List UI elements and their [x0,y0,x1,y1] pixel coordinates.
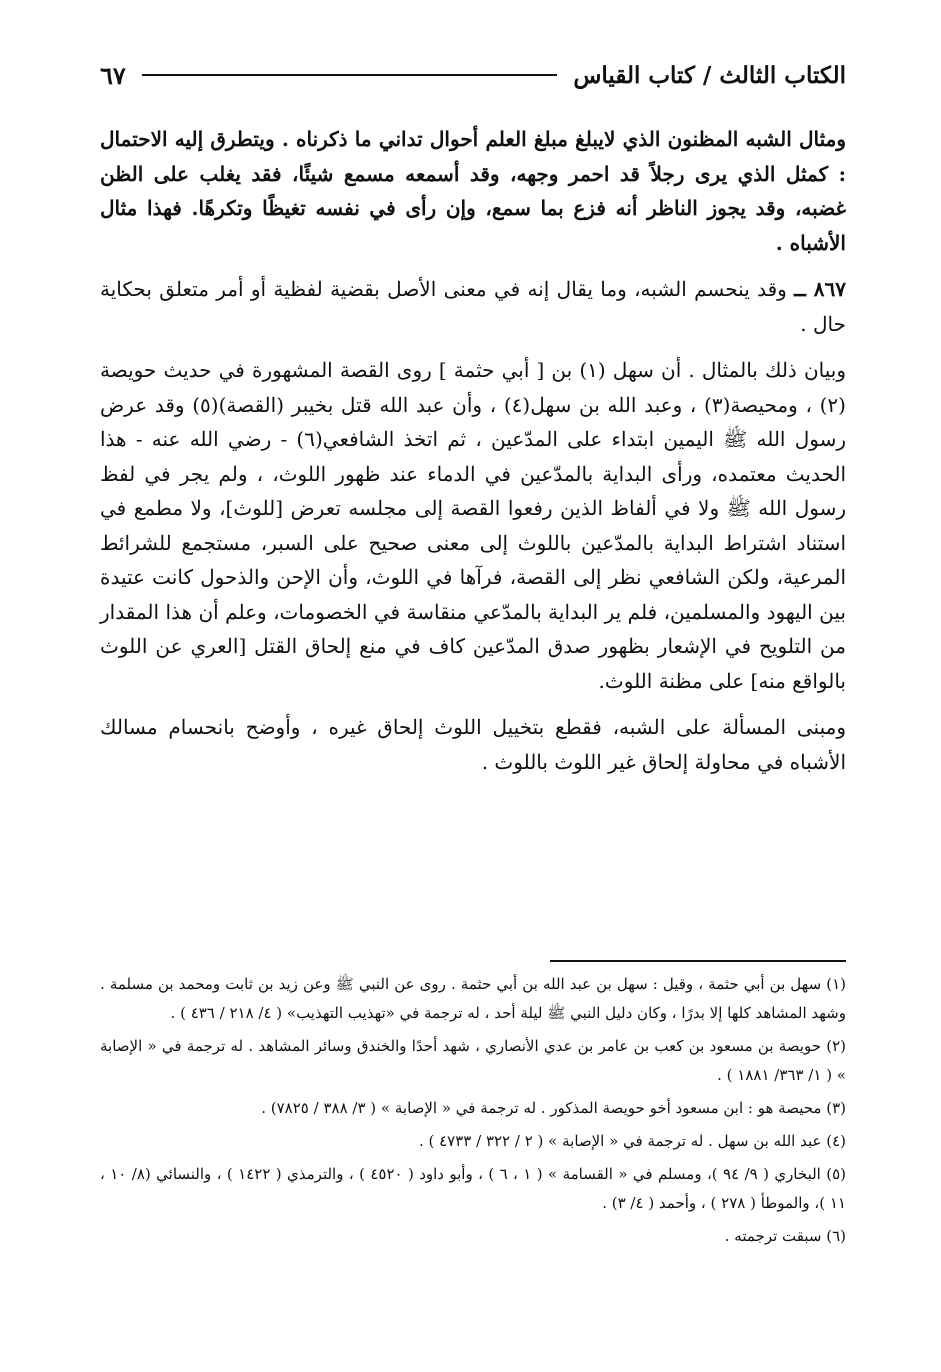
paragraph-867-text: وقد ينحسم الشبه، وما يقال إنه في معنى الأصل بقضية لفظية أو أمر متعلق بحكاية حال . [100,277,846,336]
paragraph-4: ومبنى المسألة على الشبه، فقطع بتخييل اللوث إلحاق غيره ، وأوضح بانحسام مسالك الأشباه في محاولة إلحاق غير اللوث باللوث . [100,715,846,774]
footnote-separator [550,960,846,962]
footnote-4: (٤) عبد الله بن سهل . له ترجمة في « الإصابة » ( ٢ / ٣٢٢ / ٤٧٣٣ ) . [418,1132,846,1150]
main-text [100,122,846,791]
paragraph-number: ٨٦٧ ــ [794,277,846,301]
page-header [100,52,846,98]
footnote-1: (١) سهل بن أبي حثمة ، وقيل : سهل بن عبد الله بن أبي حثمة . روى عن النبي ﷺ وعن زيد بن ثابت ومحمد بن مسلمة . وشهد المشاهد كلها إلا بدرًا ، وكان دليل النبي ﷺ ليلة أحد ، له ترجمة في «تهذيب التهذيب» ( ٤/ ٢١٨ / ٤٣٦ ) . [100,975,846,1022]
footnote-6: (٦) سبقت ترجمته . [724,1227,846,1245]
footnote-2: (٢) حويصة بن مسعود بن كعب بن عامر بن عدي الأنصاري ، شهد أحدًا والخندق وسائر المشاهد . له ترجمة في « الإصابة » ( ١/ ٣٦٣/ ١٨٨١ ) . [100,1037,846,1084]
header-rule [142,74,558,76]
footnote-3: (٣) محيصة هو : ابن مسعود أخو حويصة المذكور . له ترجمة في « الإصابة » ( ٣/ ٣٨٨ / ٧٨٢٥) . [261,1099,846,1117]
page-number: ٦٧ [100,60,126,90]
running-title: الكتاب الثالث / كتاب القياس [573,61,846,89]
footnote-5: (٥) البخاري ( ٩/ ٩٤ )، ومسلم في « القسامة » ( ١ ، ٦ ) ، وأبو داود ( ٤٥٢٠ ) ، والترمذي ( ١٤٢٢ ) ، والنسائي (٨/ ١٠ ، ١١ )، والموطأ ( ٢٧٨ ) ، وأحمد ( ٤/ ٣) . [100,1165,846,1212]
paragraph-867 [100,272,846,341]
paragraph-3: وبيان ذلك بالمثال . أن سهل (١) بن [ أبي حثمة ] روى القصة المشهورة في حديث حويصة (٢) ، ومحيصة(٣) ، وعبد الله بن سهل(٤) ، وأن عبد الله قتل بخيبر (القصة)(٥) وقد عرض رسول الله ﷺ اليمين ابتداء على المدّعين ، ثم اتخذ الشافعي(٦) - رضي الله عنه - هذا الحديث معتمده، ورأى البداية بالمدّعين في الدماء عند ظهور اللوث، ، ولم يجر في لفظ رسول الله ﷺ ولا في ألفاظ الذين رفعوا القصة إلى مجلسه تعرض [للوث]، ولا مطمع في استناد اشتراط البداية بالمدّعين باللوث إلى معنى صحيح على السبر، مستجمع للشرائط المرعية، ولكن الشافعي نظر إلى القصة، فرآها في اللوث، وأن الإحن والذحول كانت عتيدة بين اليهود والمسلمين، فلم ير البداية بالمدّعي منقاسة في الخصومات، وعلم أن هذا المقدار من التلويح في الإشعار بظهور صدق المدّعين كاف في منع إلحاق القتل [العري عن اللوث بالواقع منه] على مظنة اللوث. [100,358,846,693]
paragraph-1: ومثال الشبه المظنون الذي لايبلغ مبلغ العلم أحوال تداني ما ذكرناه . ويتطرق إليه الاحتمال : كمثل الذي يرى رجلاً قد احمر وجهه، وقد أسمعه مسمع شيئًا، فقد يغلب على الظن غضبه، وقد يجوز الناظر أنه فزع بما سمع، وإن رأى في نفسه تغيظًا وتكرهًا. فهذا مثال الأشباه . [100,127,847,255]
footnotes [100,970,846,1255]
